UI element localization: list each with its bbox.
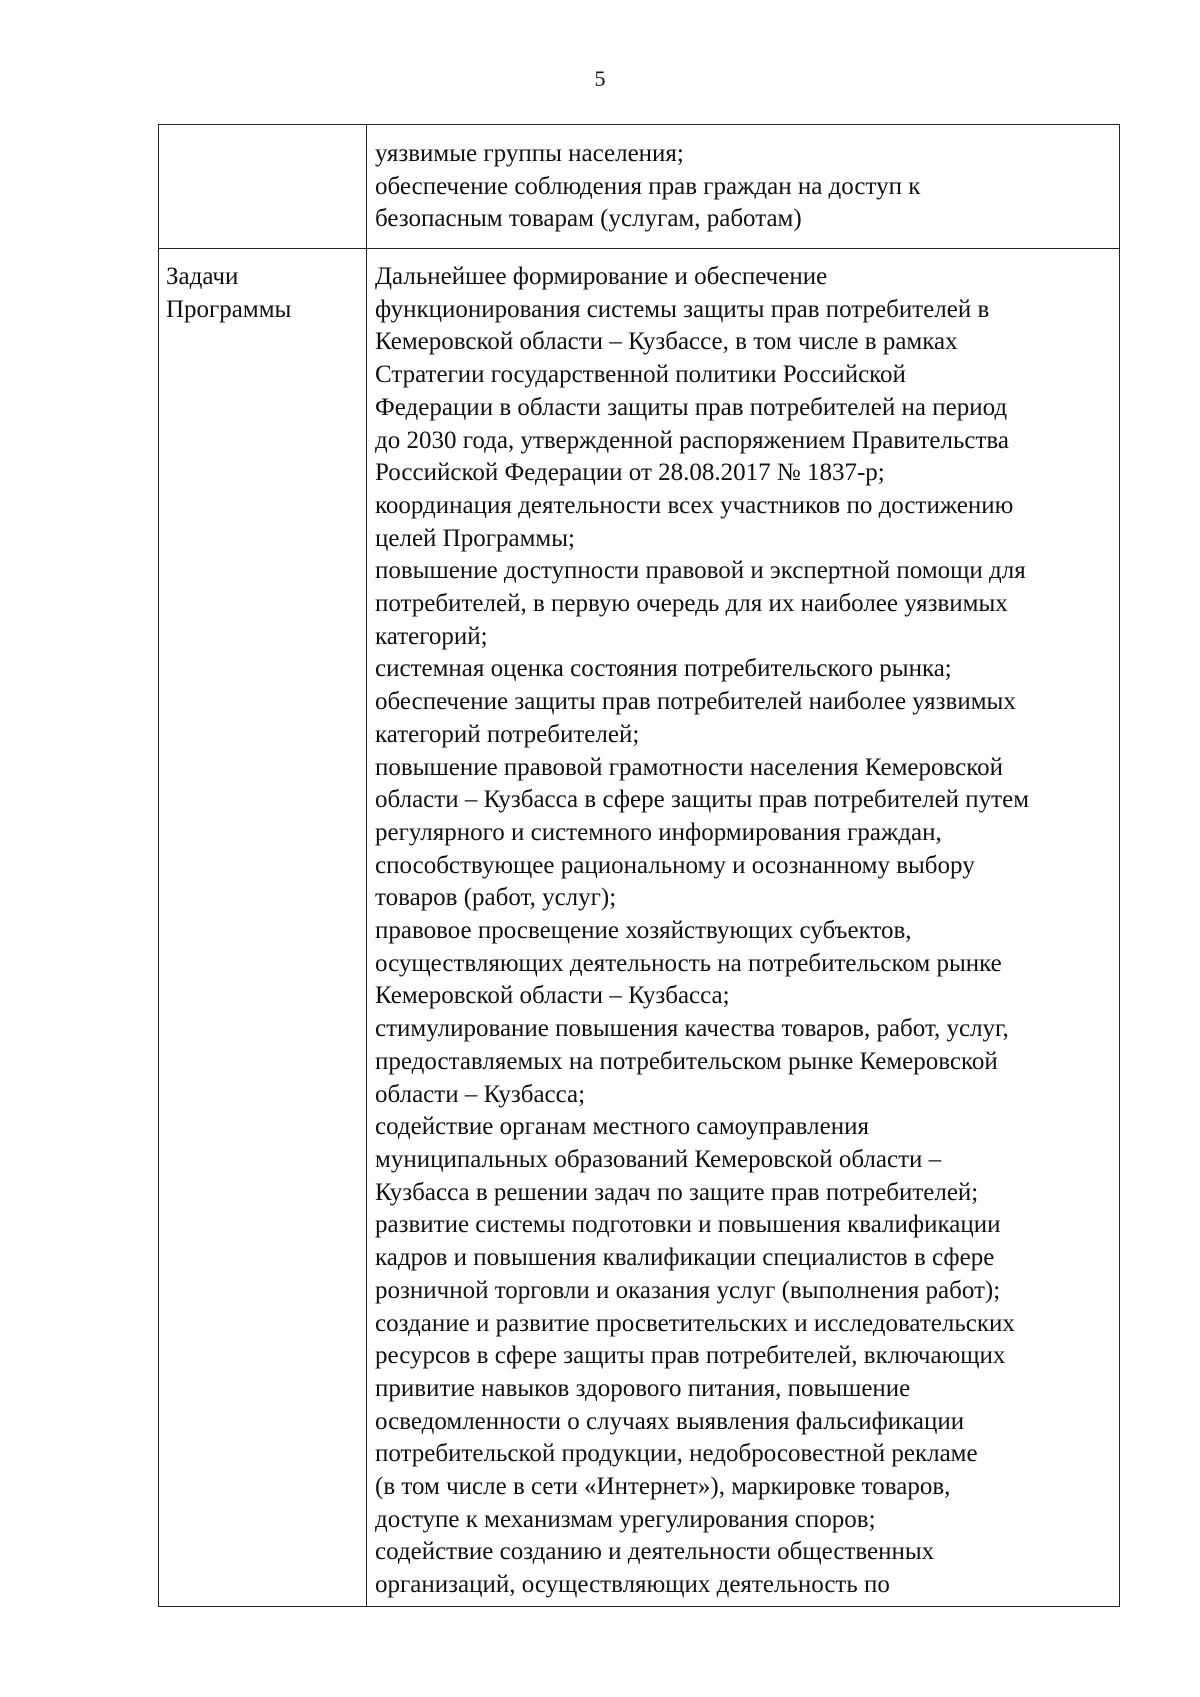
text-line: области – Кузбасса в сфере защиты прав потребителей путем <box>375 786 1030 814</box>
row-text <box>375 138 1119 236</box>
table-row <box>159 125 1120 249</box>
text-line: Федерации в области защиты прав потребителей на период <box>375 393 1008 421</box>
text-line: Задачи <box>166 263 239 290</box>
text-line: розничной торговли и оказания услуг (выполнения работ); <box>375 1276 1001 1304</box>
text-line: целей Программы; <box>375 524 575 552</box>
text-line: способствующее рациональному и осознанному выбору <box>375 851 975 879</box>
text-line: стимулирование повышения качества товаров, работ, услуг, <box>375 1015 1009 1043</box>
text-line: Программы <box>166 295 292 323</box>
text-line: обеспечение соблюдения прав граждан на доступ к <box>375 172 921 200</box>
text-line: повышение правовой грамотности населения Кемеровской <box>375 753 1004 781</box>
text-line: содействие созданию и деятельности общественных <box>375 1538 935 1566</box>
text-line: категорий потребителей; <box>375 720 640 748</box>
text-line: Кемеровской области – Кузбассе, в том числе в рамках <box>375 328 958 356</box>
text-line: (в том числе в сети «Интернет»), маркировке товаров, <box>375 1473 951 1501</box>
text-line: ресурсов в сфере защиты прав потребителей, включающих <box>375 1342 1006 1370</box>
text-line: потребителей, в первую очередь для их наиболее уязвимых <box>375 590 1008 618</box>
text-line: Кузбасса в решении задач по защите прав потребителей; <box>375 1178 979 1206</box>
text-line: правовое просвещение хозяйствующих субъектов, <box>375 917 912 945</box>
text-line: функционирования системы защиты прав потребителей в <box>375 295 990 323</box>
text-line: предоставляемых на потребительском рынке Кемеровской <box>375 1047 998 1075</box>
text-line: организаций, осуществляющих деятельность по <box>375 1571 890 1599</box>
text-line: категорий; <box>375 622 488 650</box>
text-line: осведомленности о случаях выявления фальсификации <box>375 1407 965 1435</box>
text-line: создание и развитие просветительских и исследовательских <box>375 1309 1015 1337</box>
row-label-cell <box>159 249 367 1607</box>
text-line: регулярного и системного информирования граждан, <box>375 818 942 846</box>
text-line: уязвимые группы населения; <box>375 140 684 167</box>
text-line: развитие системы подготовки и повышения квалификации <box>375 1211 1001 1239</box>
program-passport-table <box>158 124 1120 1607</box>
text-line: Российской Федерации от 28.08.2017 № 1837-р; <box>375 459 885 487</box>
text-line: безопасным товарам (услугам, работам) <box>375 205 802 233</box>
text-line: привитие навыков здорового питания, повышение <box>375 1374 911 1402</box>
text-line: кадров и повышения квалификации специалистов в сфере <box>375 1244 995 1272</box>
text-line: обеспечение защиты прав потребителей наиболее уязвимых <box>375 688 1016 716</box>
text-line: области – Кузбасса; <box>375 1080 586 1108</box>
text-line: до 2030 года, утвержденной распоряжением Правительства <box>375 426 1009 454</box>
text-line: товаров (работ, услуг); <box>375 884 617 912</box>
row-text <box>375 261 1119 1602</box>
text-line: Дальнейшее формирование и обеспечение <box>375 263 828 290</box>
row-label-cell <box>159 125 367 249</box>
text-line: координация деятельности всех участников по достижению <box>375 491 1014 519</box>
text-line: повышение доступности правовой и экспертной помощи для <box>375 557 1026 585</box>
row-text-cell <box>367 249 1120 1607</box>
row-text-cell <box>367 125 1120 249</box>
page-number: 5 <box>594 66 606 91</box>
text-line: Стратегии государственной политики Российской <box>375 361 906 389</box>
text-line: осуществляющих деятельность на потребительском рынке <box>375 949 1002 977</box>
table-row <box>159 249 1120 1607</box>
text-line: муниципальных образований Кемеровской области – <box>375 1145 942 1173</box>
text-line: содействие органам местного самоуправления <box>375 1113 869 1141</box>
text-line: системная оценка состояния потребительского рынка; <box>375 655 952 683</box>
text-line: доступе к механизмам урегулирования споров; <box>375 1505 876 1533</box>
text-line: Кемеровской области – Кузбасса; <box>375 982 730 1010</box>
text-line: потребительской продукции, недобросовестной рекламе <box>375 1440 978 1468</box>
row-label <box>166 261 366 326</box>
